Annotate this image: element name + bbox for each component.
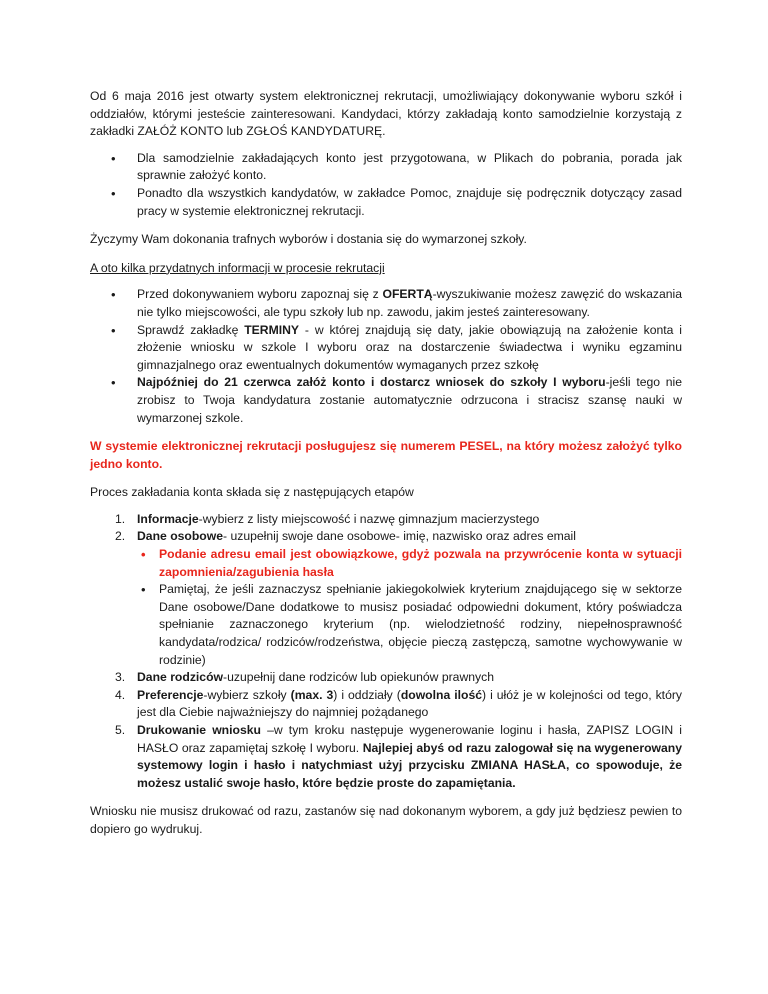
text-run: - w której znajdują się daty, jakie obowiązują na założenie konta i złożenie wniosku w szkole I wyboru oraz na dostarczenie świadectwa i wyniku egzaminu gimnazjalnego oraz ewentualnych dokumentów wymaganych przez szkołę	[137, 322, 682, 372]
bold-text-run: TERMINY	[244, 322, 300, 337]
tips-list	[90, 286, 682, 427]
process-intro: Proces zakładania konta składa się z następujących etapów	[90, 485, 414, 500]
bold-text-run: (max. 3	[290, 687, 334, 702]
bold-text-run: Najlepiej abyś od razu zalogował się na wygenerowany systemowy login i hasło i natychmiast użyj przycisku ZMIANA HASŁA, co spowoduje, że możesz ustalić swoje hasło, które będzie proste do zapamiętania.	[137, 740, 683, 790]
intro-bullet-list	[90, 150, 682, 220]
text-run: -jeśli tego nie zrobisz to Twoja kandydatura zostanie automatycznie odrzucona i stracisz szansę nauki w wymarzonej szkole.	[137, 375, 683, 425]
bold-text-run: Drukowanie wniosku	[137, 723, 261, 737]
bold-text-run: Dane osobowe	[137, 529, 224, 544]
bold-text-run: OFERTĄ	[382, 287, 433, 302]
text-run: Sprawdź zakładkę	[137, 322, 245, 337]
intro-paragraph: Od 6 maja 2016 jest otwarty system elektronicznej rekrutacji, umożliwiający dokonywanie wyboru szkół i oddziałów, którymi jesteście zainteresowani. Kandydaci, którzy zakładają konto samodzielnie korzystają z zakładki ZAŁÓŻ KONTO lub ZGŁOŚ KANDYDATURĘ.	[90, 89, 682, 139]
step-number: 1.	[115, 511, 126, 526]
text-run: -wybierz szkoły	[203, 687, 291, 702]
text-run: Przed dokonywaniem wyboru zapoznaj się z	[137, 287, 383, 302]
bold-text-run: Najpóźniej do 21 czerwca załóż konto i dostarcz wniosek do szkoły I wyboru	[137, 375, 606, 390]
process-steps-list	[90, 511, 682, 793]
step-number: 2.	[115, 529, 126, 544]
list-item: • Podanie adresu email jest obowiązkowe, gdyż pozwala na przywrócenie konta w sytuacji zapomnienia/zagubienia hasła	[137, 546, 682, 581]
text-run: - uzupełnij swoje dane osobowe- imię, nazwisko oraz adres email	[223, 529, 576, 544]
closing-paragraph: Wniosku nie musisz drukować od razu, zastanów się nad dokonanym wyborem, a gdy już będziesz pewien to dopiero go wydrukuj.	[90, 804, 682, 836]
list-item	[90, 286, 682, 321]
text-run: -uzupełnij dane rodziców lub opiekunów prawnych	[223, 670, 495, 685]
text-run: ) i ułóż je w kolejności od tego, który jest dla Ciebie najważniejszy do najmniej pożądanego	[137, 687, 682, 720]
text-run: –w tym kroku następuje wygenerowanie loginu i hasła, ZAPISZ LOGIN i HASŁO oraz zapamiętaj szkołę I wyboru.	[137, 723, 682, 755]
text-run: ) i oddziały (	[333, 687, 401, 702]
list-item: • Pamiętaj, że jeśli zaznaczysz spełnianie jakiegokolwiek kryterium znajdującego się w sektorze Dane osobowe/Dane dodatkowe to musisz posiadać odpowiedni dokument, który poświadcza spełnianie zaznaczonego kryterium (np. wielodzietność rodziny, niepełnosprawność kandydata/rodzica/ rodziców/rodzeństwa, objęcie pieczą zastępczą, samotne wychowywanie w rodzinie)	[137, 581, 682, 669]
bold-text-run: Preferencje	[137, 687, 204, 702]
step-number: 5.	[115, 723, 126, 737]
list-item	[90, 511, 682, 529]
list-item: • Ponadto dla wszystkich kandydatów, w zakładce Pomoc, znajduje się podręcznik dotyczący zasad pracy w systemie elektronicznej rekrutacji.	[90, 185, 682, 220]
tips-heading: A oto kilka przydatnych informacji w procesie rekrutacji	[90, 260, 385, 275]
list-item	[90, 722, 682, 792]
step-number: 3.	[115, 670, 126, 685]
pesel-warning: W systemie elektronicznej rekrutacji posługujesz się numerem PESEL, na który możesz założyć tylko jedno konto.	[90, 439, 682, 471]
bold-text-run: Dane rodziców	[137, 670, 224, 685]
text-run: -wyszukiwanie możesz zawęzić do wskazania nie tylko miejscowości, ale typu szkoły lub np. zawodu, jakim jesteś zainteresowany.	[137, 287, 682, 319]
bold-text-run: Informacje	[137, 511, 199, 526]
sub-bullet-list	[137, 546, 682, 669]
text-run: -wybierz z listy miejscowość i nazwę gimnazjum macierzystego	[198, 511, 540, 526]
wish-paragraph: Życzymy Wam dokonania trafnych wyborów i dostania się do wymarzonej szkoły.	[90, 232, 527, 247]
document-page	[90, 88, 682, 839]
list-item	[90, 374, 682, 427]
bold-text-run: dowolna ilość	[400, 687, 483, 702]
list-item	[90, 528, 682, 669]
step-number: 4.	[115, 687, 126, 702]
list-item	[90, 322, 682, 375]
list-item: • Dla samodzielnie zakładających konto jest przygotowana, w Plikach do pobrania, porada jak sprawnie założyć konto.	[90, 150, 682, 185]
list-item	[90, 669, 682, 687]
list-item	[90, 687, 682, 722]
